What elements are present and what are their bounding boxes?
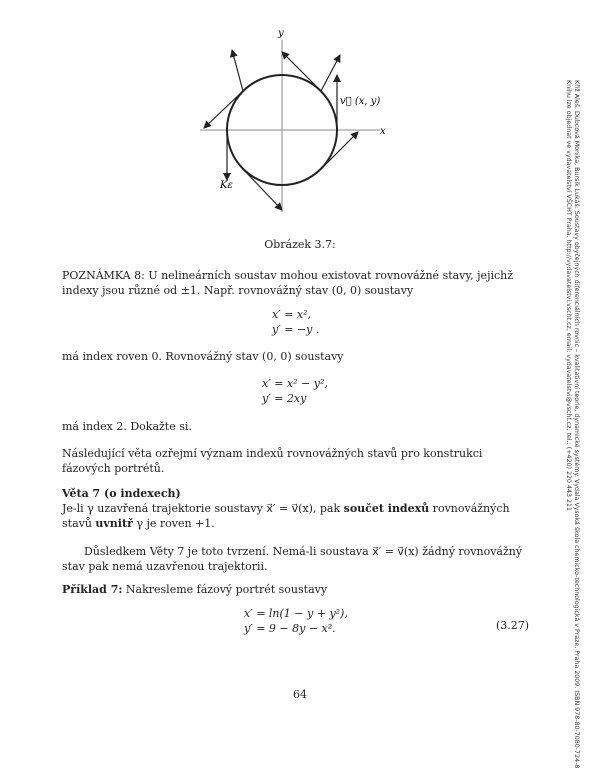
intro-paragraph: Následující věta ozřejmí význam indexů rovnovážných stavů pro konstrukci fázových portrétů. xyxy=(62,447,483,475)
theorem-heading: Věta 7 (o indexech) xyxy=(62,487,181,500)
side-citation xyxy=(565,80,580,769)
y-axis-label: y xyxy=(278,28,284,39)
equation-line: y′ = 9 − 8y − x². xyxy=(244,622,336,635)
equation-line: y′ = 2xy xyxy=(262,392,307,405)
remark-text-3: má index 2. Dokažte si. xyxy=(62,420,192,433)
citation-line-1: Kříž Aleš, Dubcová Monika, Bursík Lukáš: Soustavy obyčejných diferenciálních rovnic – kvalitativní teorie, dynamické systémy. Vydala Vysoká škola chemicko-technologická v Praze, Praha 2009. ISBN 978-80-7080-724-8 xyxy=(573,80,580,769)
k-epsilon-label: Kε xyxy=(220,180,233,191)
equation-system-3 xyxy=(244,606,348,636)
vector-arrow xyxy=(243,169,282,210)
citation-line-2: Knihu lze objednat ve vydavatelství VŠCHT Praha, http://vydavatelstvi.vscht.cz, email: vydavatelstvi@vscht.cz, tel.: (+420) 220 443 211 xyxy=(565,80,572,512)
equation-line: x′ = ln(1 − y + y²), xyxy=(244,607,348,620)
theorem-emph: uvnitř xyxy=(95,517,133,530)
equation-line: y′ = −y . xyxy=(272,323,320,336)
vector-label: v⃗ (x, y) xyxy=(340,96,381,107)
theorem-text: Je-li γ uzavřená trajektorie soustavy x⃗′ = v⃗(x), pak xyxy=(62,502,344,515)
vector-arrow xyxy=(282,52,321,91)
remark-text: U nelineárních soustav mohou existovat rovnovážné stavy, jejichž indexy jsou různé od ±1. Např. rovnovážný stav (0, 0) soustavy xyxy=(62,269,514,297)
theorem-text: γ je roven +1. xyxy=(132,517,215,530)
remark-paragraph xyxy=(62,268,530,298)
theorem-emph: součet indexů xyxy=(343,502,430,515)
theorem-body xyxy=(62,501,530,531)
example-text: Nakresleme fázový portrét soustavy xyxy=(125,583,328,596)
example-heading: Příklad 7: xyxy=(62,583,123,596)
equation-line: x′ = x², xyxy=(272,308,312,321)
vector-arrow xyxy=(321,132,358,169)
phase-figure xyxy=(190,20,400,220)
remark-heading: POZNÁMKA 8: xyxy=(62,269,145,282)
equation-system-2 xyxy=(262,376,328,406)
x-axis-label: x xyxy=(380,126,386,137)
remark-text-2: má index roven 0. Rovnovážný stav (0, 0) soustavy xyxy=(62,350,344,363)
example-paragraph xyxy=(62,582,530,597)
vector-arrow xyxy=(232,50,243,91)
corollary-paragraph: Důsledkem Věty 7 je toto tvrzení. Nemá-li soustava x⃗′ = v⃗(x) žádný rovnovážný stav pak nemá uzavřenou trajektorii. xyxy=(62,545,523,573)
equation-line: x′ = x² − y², xyxy=(262,377,328,390)
equation-system-1 xyxy=(272,307,319,337)
equation-number: (3.27) xyxy=(496,619,530,632)
page-number: 64 xyxy=(293,688,307,701)
figure-caption: Obrázek 3.7: xyxy=(264,238,336,251)
vector-arrow xyxy=(204,91,243,128)
theorem-text: rovnovážných stavů xyxy=(62,502,510,530)
